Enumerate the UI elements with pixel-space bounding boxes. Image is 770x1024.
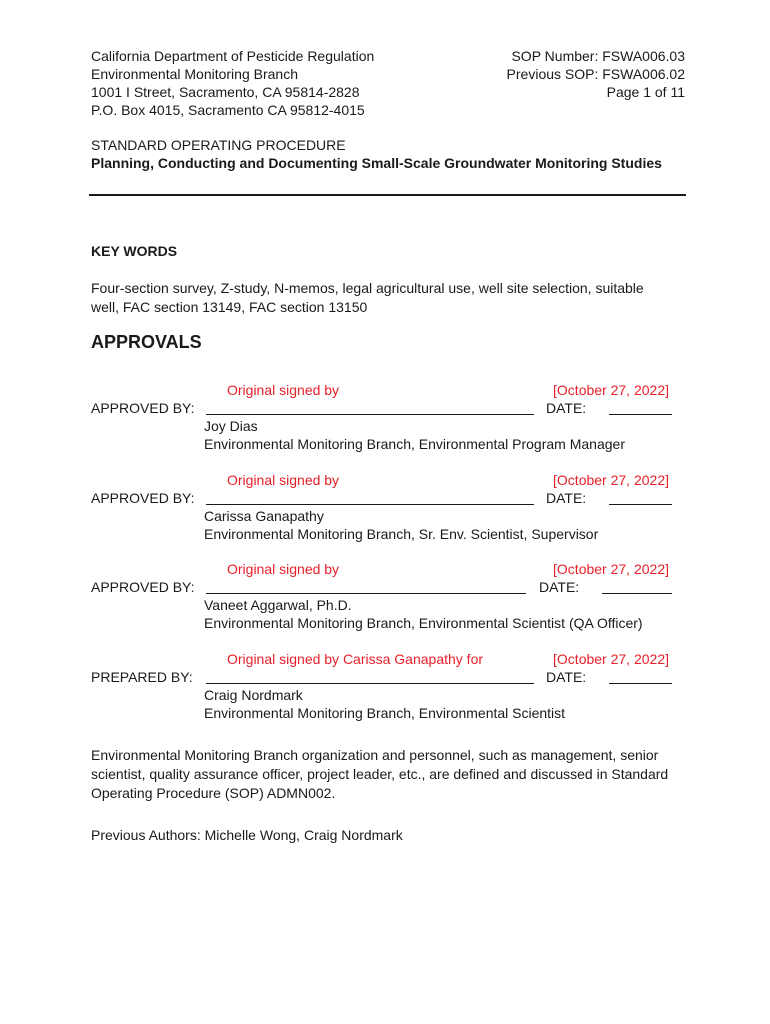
date-label: DATE: — [539, 579, 580, 595]
date-line — [609, 683, 672, 684]
prepared-block — [0, 651, 770, 731]
date-label: DATE: — [546, 400, 587, 416]
org-branch: Environmental Monitoring Branch — [91, 66, 298, 82]
keywords-text: Four-section survey, Z-study, N-memos, legal agricultural use, well site selection, suitable well, FAC section 13149, FAC section 13150 — [91, 280, 644, 315]
sop-reference — [507, 47, 685, 101]
document-type: STANDARD OPERATING PROCEDURE — [91, 137, 346, 153]
role-label: PREPARED BY: — [91, 669, 193, 685]
document-title: Planning, Conducting and Documenting Small-Scale Groundwater Monitoring Studies — [91, 155, 662, 171]
date-label: DATE: — [546, 490, 587, 506]
signed-date: [October 27, 2022] — [553, 472, 669, 488]
signer-title: Environmental Monitoring Branch, Environmental Scientist (QA Officer) — [204, 615, 643, 631]
preparer-title: Environmental Monitoring Branch, Environmental Scientist — [204, 705, 566, 721]
signature-line — [206, 414, 534, 415]
date-line — [609, 504, 672, 505]
page-number: Page 1 of 11 — [606, 84, 685, 100]
approval-block — [0, 472, 770, 552]
keywords-heading: KEY WORDS — [91, 243, 178, 259]
org-street: 1001 I Street, Sacramento, CA 95814-2828 — [91, 84, 360, 100]
signed-date: [October 27, 2022] — [553, 561, 669, 577]
title-divider — [89, 194, 686, 196]
signer-name: Vaneet Aggarwal, Ph.D. — [204, 597, 352, 613]
date-line — [602, 593, 672, 594]
signer-title: Environmental Monitoring Branch, Environmental Program Manager — [204, 436, 625, 452]
previous-authors: Previous Authors: Michelle Wong, Craig Nordmark — [91, 827, 403, 843]
signed-date: [October 27, 2022] — [553, 382, 669, 398]
signer-name: Carissa Ganapathy — [204, 508, 324, 524]
role-label: APPROVED BY: — [91, 579, 195, 595]
approvals-heading: APPROVALS — [91, 332, 202, 352]
signed-note: Original signed by — [227, 472, 340, 488]
signed-date: [October 27, 2022] — [553, 651, 669, 667]
date-label: DATE: — [546, 669, 587, 685]
org-po-box: P.O. Box 4015, Sacramento CA 95812-4015 — [91, 102, 365, 118]
organization-note: Environmental Monitoring Branch organization and personnel, such as management, senior scientist, quality assurance officer, project leader, etc., are defined and discussed in Standard Operating Procedure (SOP) ADMN002. — [91, 747, 669, 801]
signature-line — [206, 683, 534, 684]
date-line — [609, 414, 672, 415]
sop-number: SOP Number: FSWA006.03 — [511, 48, 685, 64]
org-name: California Department of Pesticide Regulation — [91, 48, 375, 64]
role-label: APPROVED BY: — [91, 400, 195, 416]
signed-note: Original signed by Carissa Ganapathy for — [227, 651, 484, 667]
signature-line — [206, 504, 534, 505]
previous-sop: Previous SOP: FSWA006.02 — [506, 66, 685, 82]
signed-note: Original signed by — [227, 382, 340, 398]
role-label: APPROVED BY: — [91, 490, 195, 506]
organization-address — [91, 47, 374, 119]
signer-title: Environmental Monitoring Branch, Sr. Env. Scientist, Supervisor — [204, 526, 599, 542]
preparer-name: Craig Nordmark — [204, 687, 303, 703]
signer-name: Joy Dias — [204, 418, 258, 434]
signature-line — [206, 593, 526, 594]
approval-block — [0, 561, 770, 641]
signed-note: Original signed by — [227, 561, 340, 577]
approval-block — [0, 382, 770, 462]
